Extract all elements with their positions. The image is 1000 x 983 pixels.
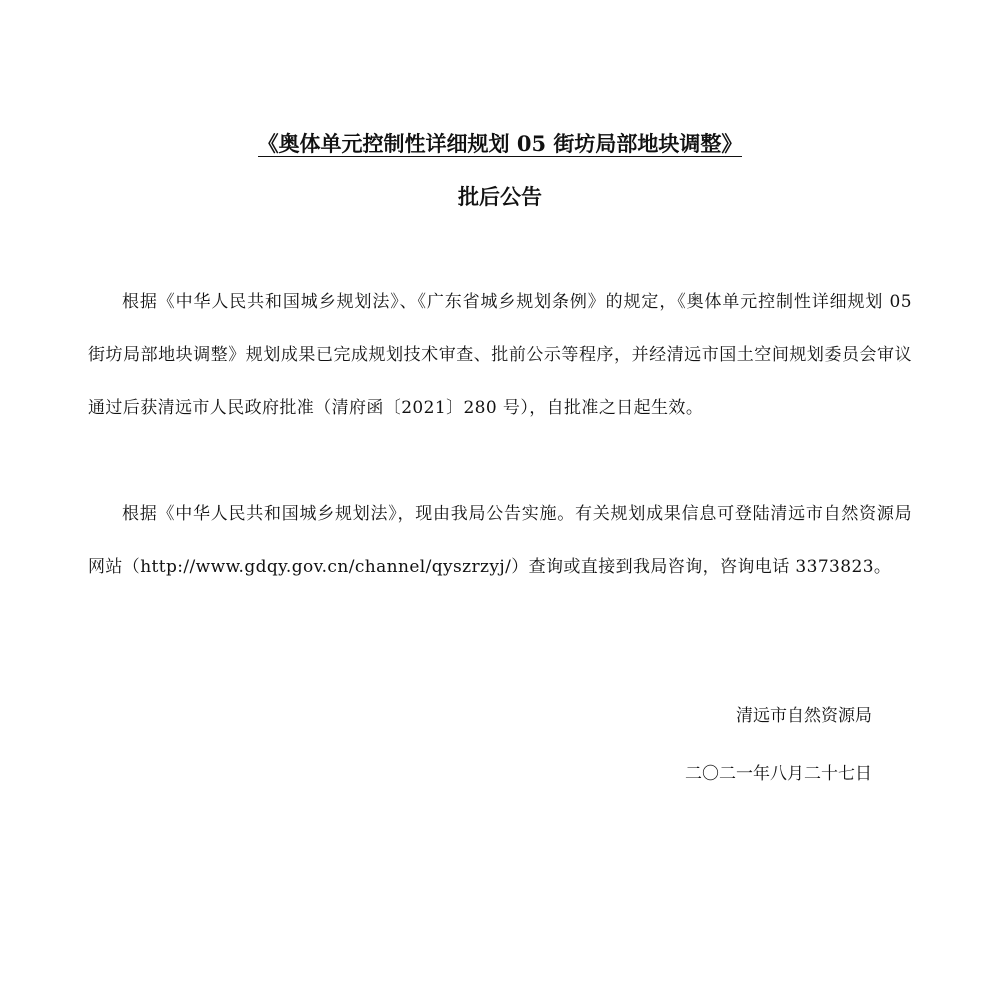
document-subtitle: 批后公告 (458, 184, 542, 209)
issue-date: 二〇二一年八月二十七日 (685, 764, 872, 784)
issuer-signature: 清远市自然资源局 (736, 706, 872, 726)
body-paragraph-1: 根据《中华人民共和国城乡规划法》、《广东省城乡规划条例》的规定，《奥体单元控制性详细规划 05 街坊局部地块调整》规划成果已完成规划技术审查、批前公示等程序，并经清远市国土空间规划委员会审议通过后获清远市人民政府批准（清府函〔2021〕280 号），自批准之日起生效。 (88, 292, 912, 418)
body-paragraph-2: 根据《中华人民共和国城乡规划法》，现由我局公告实施。有关规划成果信息可登陆清远市自然资源局网站（http://www.gdqy.gov.cn/channel/qyszrzyj/）查询或直接到我局咨询，咨询电话 3373823。 (88, 504, 912, 577)
document-title-text: 《奥体单元控制性详细规划 05 街坊局部地块调整》 (257, 131, 743, 156)
document-title (0, 128, 1000, 160)
